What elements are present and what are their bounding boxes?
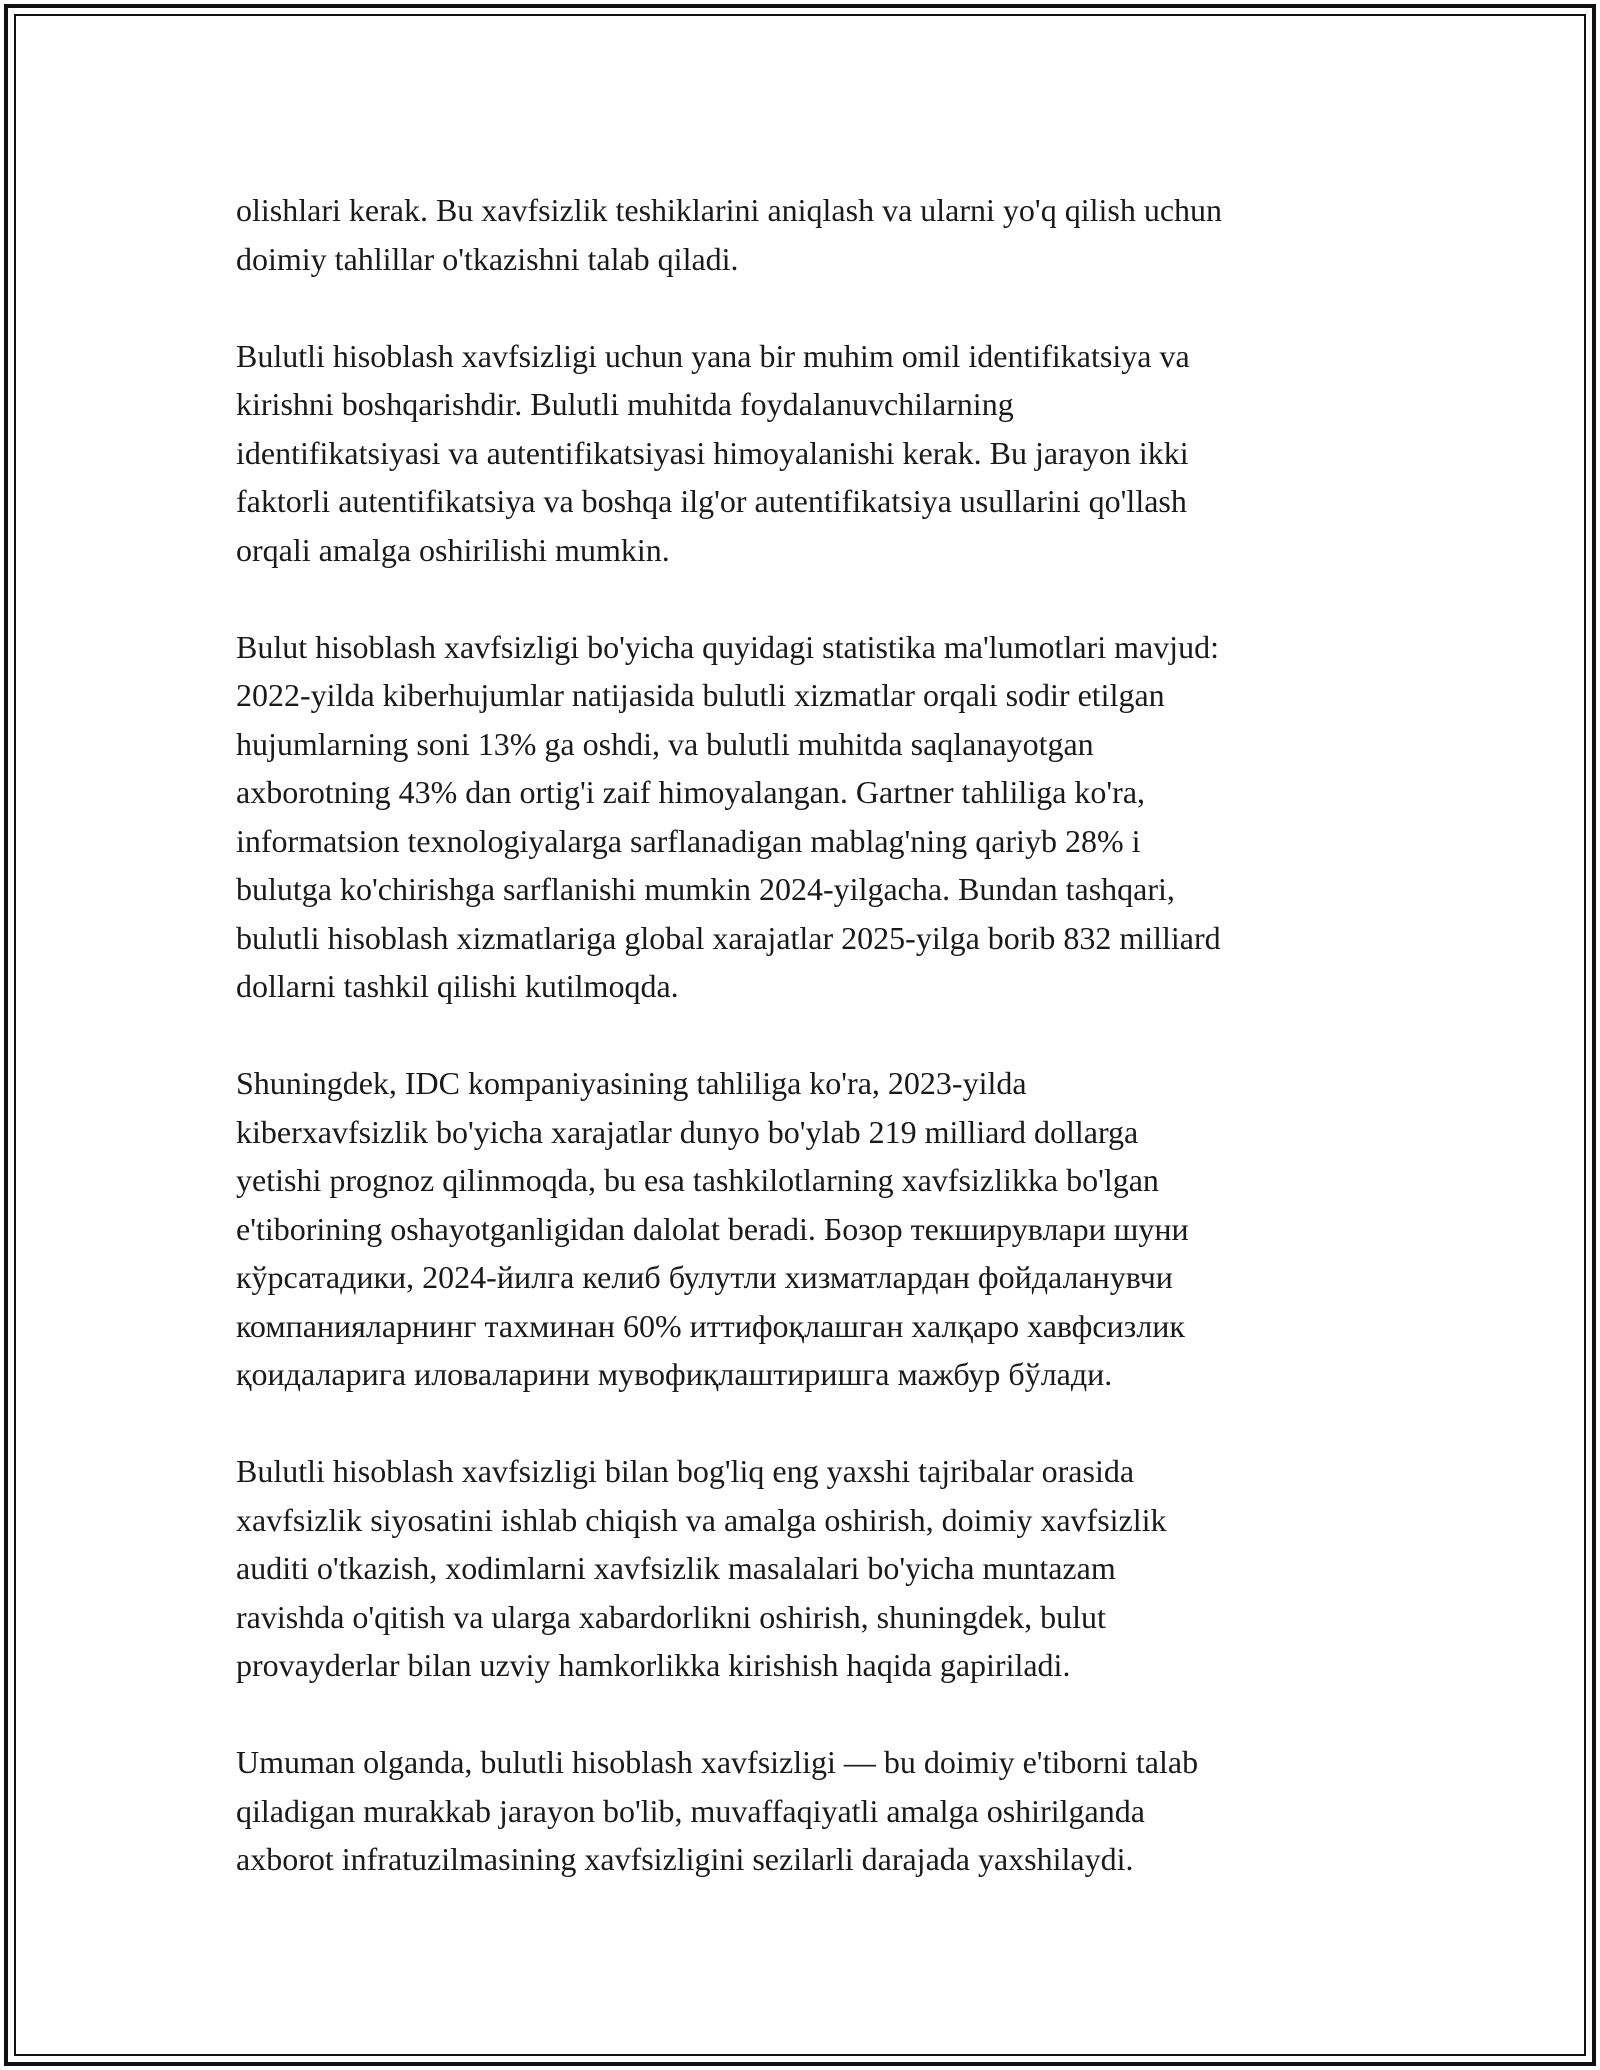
paragraph-statistics: Bulut hisoblash xavfsizligi bo'yicha quyidagi statistika ma'lumotlari mavjud: 2022-yilda kiberhujumlar natijasida bulutli xizmatlar orqali sodir etilgan hujumlarning soni 13% ga oshdi, va bulutli muhitda saqlanayotgan axborotning 43% dan ortig'i zaif himoyalangan. Gartner tahliliga ko'ra, informatsion texnologiyalarga sarflanadigan mablag'ning qariyb 28% i bulutga ko'chirishga sarflanishi mumkin 2024-yilgacha. Bundan tashqari, bulutli hisoblash xizmatlariga global xarajatlar 2025-yilga borib 832 milliard dollarni tashkil qilishi kutilmoqda. xyxy=(236,628,1221,1004)
paragraph-identity-access: Bulutli hisoblash xavfsizligi uchun yana bir muhim omil identifikatsiya va kirishni boshqarishdir. Bulutli muhitda foydalanuvchilarning identifikatsiyasi va autentifikatsiyasi himoyalanishi kerak. Bu jarayon ikki faktorli autentifikatsiya va boshqa ilg'or autentifikatsiya usullarini qo'llash orqali amalga oshirilishi mumkin. xyxy=(236,337,1190,568)
paragraph-continuation: olishlari kerak. Bu xavfsizlik teshiklarini aniqlash va ularni yo'q qilish uchun doimiy tahlillar o'tkazishni talab qiladi. xyxy=(236,192,1223,277)
document-body xyxy=(236,186,1386,1884)
paragraph-idc-analysis: Shuningdek, IDC kompaniyasining tahliliga ko'ra, 2023-yilda kiberxavfsizlik bo'yicha xarajatlar dunyo bo'ylab 219 milliard dollarga yetishi prognoz qilinmoqda, bu esa tashkilotlarning xavfsizlikka bo'lgan e'tiborining oshayotganligidan dalolat beradi. Бозор текширувлари шуни кўрсатадики, 2024-йилга келиб булутли хизматлардан фойдаланувчи компанияларнинг тахминан 60% иттифоқлашган халқаро хавфсизлик қоидаларига иловаларини мувофиқлаштиришга мажбур бўлади. xyxy=(236,1065,1189,1392)
paragraph-best-practices: Bulutli hisoblash xavfsizligi bilan bog'liq eng yaxshi tajribalar orasida xavfsizlik siyosatini ishlab chiqish va amalga oshirish, doimiy xavfsizlik auditi o'tkazish, xodimlarni xavfsizlik masalalari bo'yicha muntazam ravishda o'qitish va ularga xabardorlikni oshirish, shuningdek, bulut provayderlar bilan uzviy hamkorlikka kirishish haqida gapiriladi. xyxy=(236,1453,1167,1683)
paragraph-conclusion: Umuman olganda, bulutli hisoblash xavfsizligi — bu doimiy e'tiborni talab qiladigan murakkab jarayon bo'lib, muvaffaqiyatli amalga oshirilganda axborot infratuzilmasining xavfsizligini sezilarli darajada yaxshilaydi. xyxy=(236,1744,1199,1877)
